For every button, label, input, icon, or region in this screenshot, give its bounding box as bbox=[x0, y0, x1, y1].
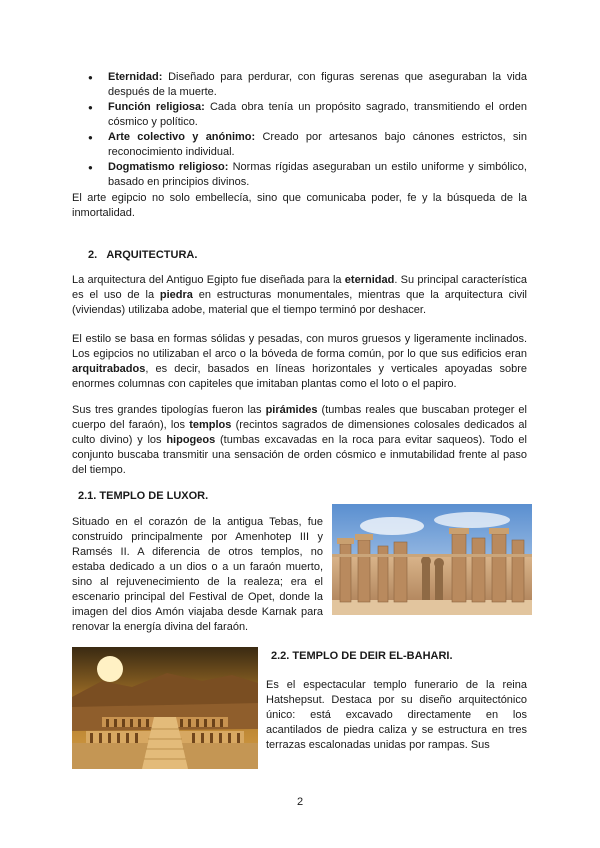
list-item-text: Cada obra tenía un propósito sagrado, transmitiendo el orden cósmico y político. bbox=[108, 101, 527, 128]
architecture-paragraph-1 bbox=[72, 273, 527, 318]
section-number: 2. bbox=[88, 249, 98, 261]
text-run: El estilo se basa en formas sólidas y pesadas, con muros gruesos y ligeramente inclinados. Los egipcios no utilizaban el arco o la bóveda de forma común, por lo que sus edificios eran bbox=[72, 333, 527, 360]
architecture-paragraph-2 bbox=[72, 332, 527, 392]
list-item-text: Normas rígidas aseguraban un estilo uniforme y simbólico, basado en principios divinos. bbox=[108, 161, 527, 188]
list-item bbox=[88, 70, 527, 100]
text-run: La arquitectura del Antiguo Egipto fue diseñada para la bbox=[72, 274, 345, 286]
luxor-temple-photo bbox=[332, 504, 532, 615]
list-item-text: Diseñado para perdurar, con figuras serenas que aseguraban la vida después de la muerte. bbox=[108, 71, 527, 98]
intro-closing-paragraph: El arte egipcio no solo embellecía, sino que comunicaba poder, fe y la búsqueda de la inmortalidad. bbox=[72, 192, 527, 219]
section-title: ARQUITECTURA. bbox=[106, 249, 198, 261]
list-item-term: Dogmatismo religioso: bbox=[108, 161, 229, 173]
list-item bbox=[88, 130, 527, 160]
luxor-heading: 2.1. TEMPLO DE LUXOR. bbox=[78, 490, 209, 502]
bold-term: hipogeos bbox=[166, 434, 216, 446]
page-number: 2 bbox=[296, 796, 304, 808]
deir-el-bahari-heading: 2.2. TEMPLO DE DEIR EL-BAHARI. bbox=[271, 650, 453, 662]
text-run: Sus tres grandes tipologías fueron las bbox=[72, 404, 266, 416]
bold-term: arquitrabados bbox=[72, 363, 146, 375]
text-run: , es decir, basados en líneas horizontales y verticales apoyadas sobre enormes columnas con capiteles que imitaban plantas como el loto o el papiro. bbox=[72, 363, 527, 390]
list-item-text: Creado por artesanos bajo cánones estrictos, sin reconocimiento individual. bbox=[108, 131, 527, 158]
bold-term: eternidad bbox=[344, 274, 395, 286]
text-run: (recintos sagrados de dimensiones colosales dedicados al culto divino) y los bbox=[72, 419, 527, 446]
list-item-term: Función religiosa: bbox=[108, 101, 205, 113]
bold-term: piedra bbox=[159, 289, 193, 301]
characteristics-list bbox=[88, 70, 527, 190]
list-item bbox=[88, 100, 527, 130]
bold-term: pirámides bbox=[265, 404, 318, 416]
text-run: en estructuras monumentales, mientras que la arquitectura civil (viviendas) utilizaba adobe, material que el tiempo terminó por deshacer. bbox=[72, 289, 527, 316]
section-heading-architecture bbox=[88, 249, 197, 261]
deir-el-bahari-photo bbox=[72, 647, 258, 769]
list-item-term: Eternidad: bbox=[108, 71, 163, 83]
text-run: . Su principal característica es el uso de la bbox=[72, 274, 527, 301]
bold-term: templos bbox=[189, 419, 232, 431]
list-item bbox=[88, 160, 527, 190]
architecture-paragraph-3 bbox=[72, 403, 527, 478]
deir-el-bahari-paragraph: Es el espectacular templo funerario de la reina Hatshepsut. Destaca por su diseño arquitectónico único: está excavado directamente en los acantilados de piedra caliza y se estructura en tres terrazas escalonadas unidas por rampas. Sus bbox=[266, 679, 527, 751]
text-run: (tumbas reales que buscaban proteger el cuerpo del faraón), los bbox=[72, 404, 527, 431]
list-item-term: Arte colectivo y anónimo: bbox=[108, 131, 256, 143]
luxor-paragraph: Situado en el corazón de la antigua Tebas, fue construido principalmente por Amenhotep III y Ramsés II. A diferencia de otros templos, no estaba dedicado a un dios o a un faraón muerto, sino al rejuvenecimiento de la realeza; era el escenario principal del Festival de Opet, donde la imagen del dios Amón viajaba desde Karnak para renovar la energía divina del faraón. bbox=[72, 516, 323, 633]
text-run: (tumbas excavadas en la roca para evitar saqueos). Todo el conjunto buscaba transmitir una sensación de orden cósmico e inmutabilidad frente al paso del tiempo. bbox=[72, 434, 527, 476]
